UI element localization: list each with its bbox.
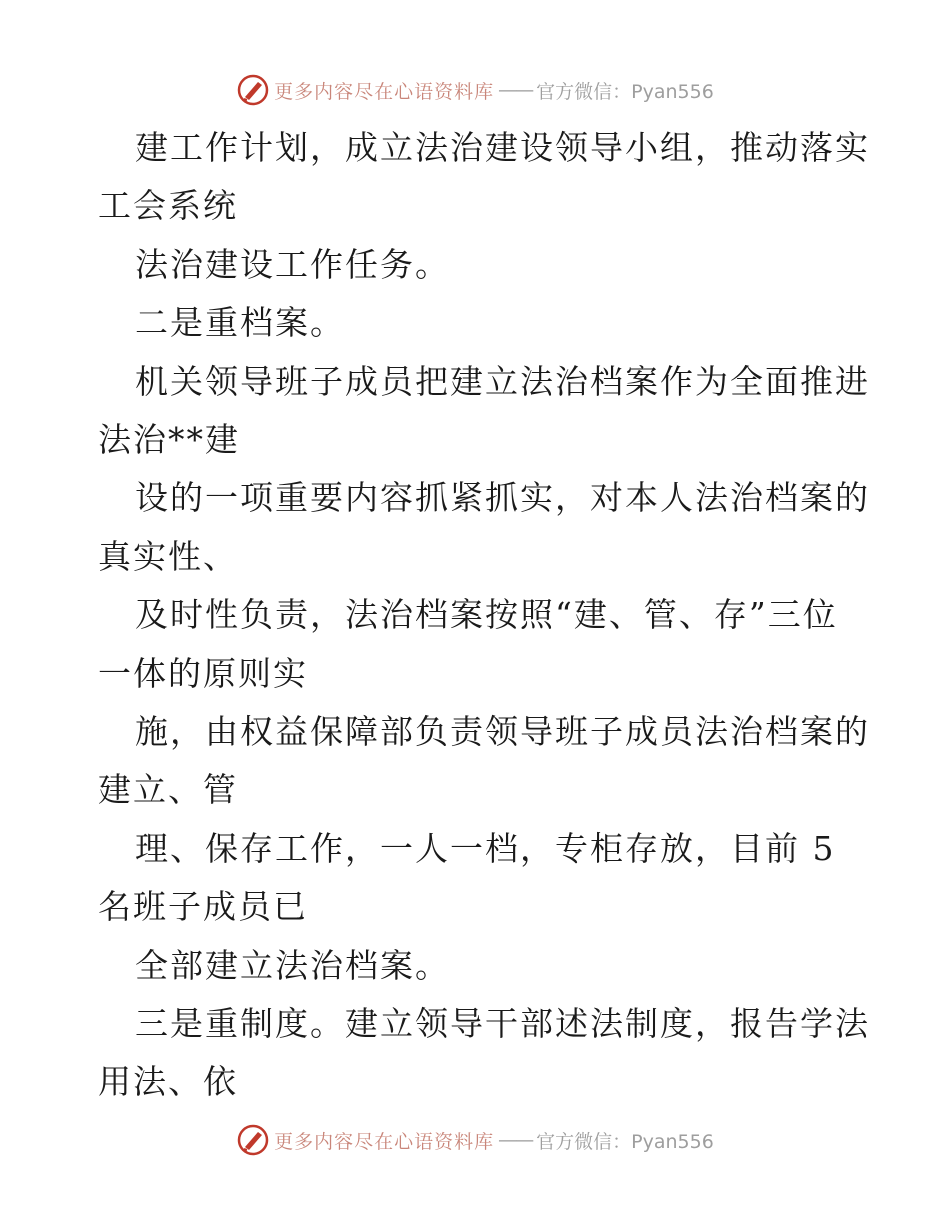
text-line: 法治建设工作任务。 — [135, 245, 450, 284]
text-line: 全部建立法治档案。 — [135, 946, 450, 985]
watermark-footer — [0, 1120, 950, 1160]
text-line: 机关领导班子成员把建立法治档案作为全面推进 — [135, 362, 870, 401]
text-line: 设的一项重要内容抓紧抓实，对本人法治档案的 — [135, 478, 870, 517]
text-line: 建立、管 — [98, 770, 238, 809]
text-line: 真实性、 — [98, 537, 238, 576]
watermark-main-text: 更多内容尽在心语资料库 — [274, 80, 495, 103]
text-line: 理、保存工作，一人一档，专柜存放，目前 5 — [135, 829, 836, 868]
text-line: 一体的原则实 — [98, 654, 308, 693]
text-line: 用法、依 — [98, 1062, 238, 1101]
watermark-dash: —— — [498, 1129, 533, 1151]
text-line: 名班子成员已 — [98, 887, 308, 926]
watermark-contact: 官方微信：Pyan556 — [536, 80, 714, 103]
pen-logo-icon — [236, 1123, 270, 1157]
text-line: 及时性负责，法治档案按照“建、管、存”三位 — [135, 595, 838, 634]
pen-logo-icon — [236, 73, 270, 107]
text-line: 工会系统 — [98, 186, 238, 225]
watermark-main-text: 更多内容尽在心语资料库 — [274, 1130, 495, 1153]
text-line: 法治**建 — [98, 420, 240, 459]
watermark-header — [0, 70, 950, 110]
text-line: 施，由权益保障部负责领导班子成员法治档案的 — [135, 712, 870, 751]
text-line: 建工作计划，成立法治建设领导小组，推动落实 — [135, 128, 870, 167]
watermark-contact: 官方微信：Pyan556 — [536, 1130, 714, 1153]
watermark-dash: —— — [498, 79, 533, 101]
text-line: 三是重制度。建立领导干部述法制度，报告学法 — [135, 1004, 870, 1043]
text-line: 二是重档案。 — [135, 303, 345, 342]
